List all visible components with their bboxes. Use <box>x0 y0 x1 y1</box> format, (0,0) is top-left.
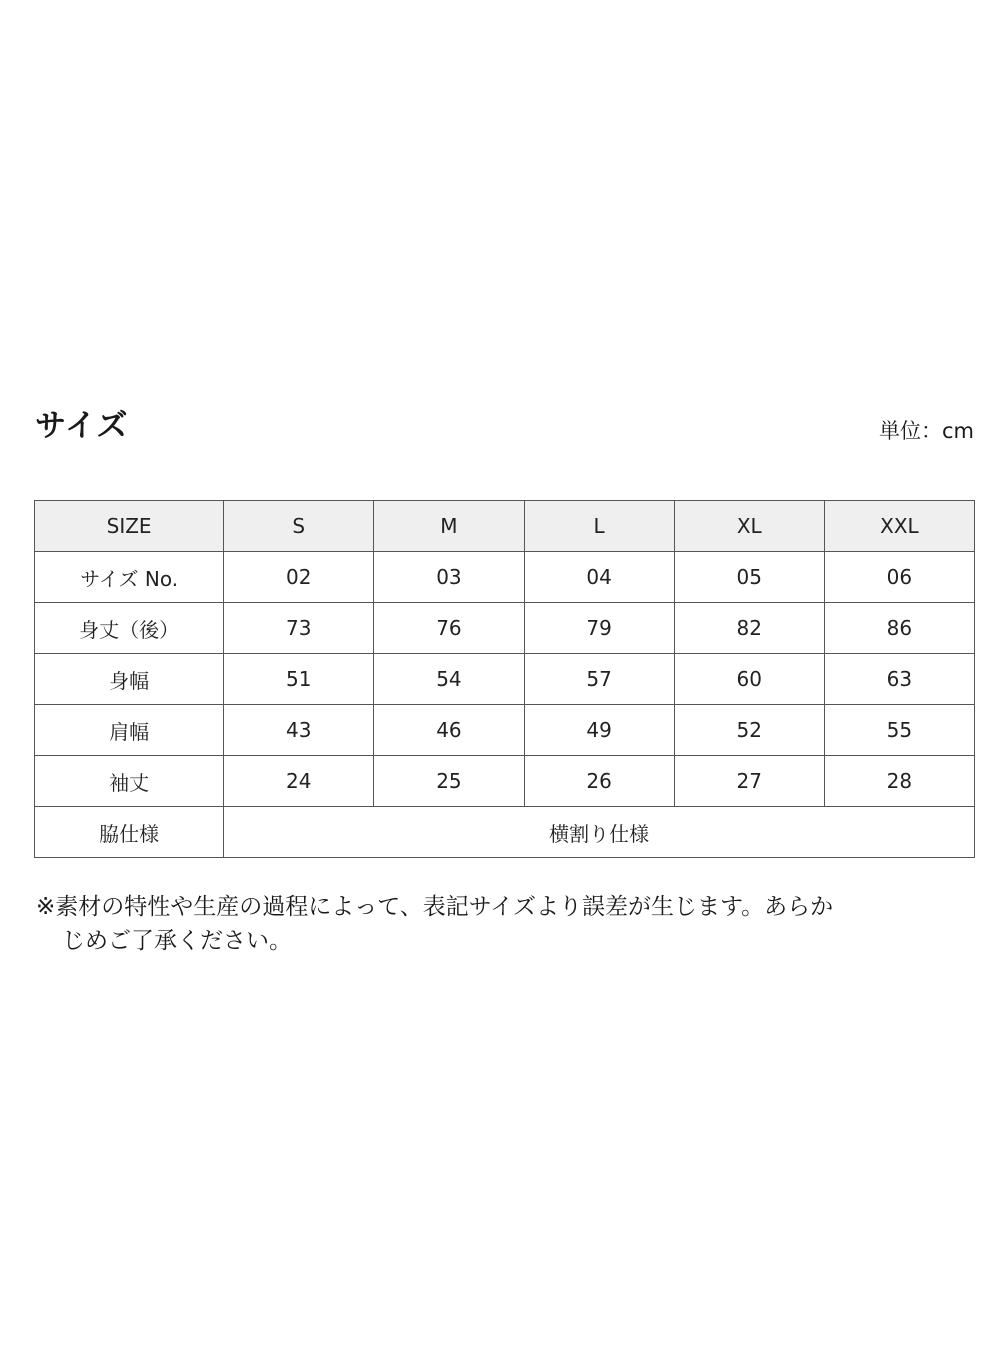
table-cell: 76 <box>374 603 524 654</box>
unit-label: 単位：cm <box>878 419 974 443</box>
header-cell: SIZE <box>35 501 224 552</box>
table-cell: 60 <box>674 654 824 705</box>
table-cell: 63 <box>824 654 974 705</box>
table-row <box>35 654 975 705</box>
table-row <box>35 603 975 654</box>
side-seam-value: 横割り仕様 <box>224 807 975 858</box>
header-cell: XXL <box>824 501 974 552</box>
table-cell: 02 <box>224 552 374 603</box>
note-line-2: じめご了承ください。 <box>62 928 292 954</box>
table-cell: 57 <box>524 654 674 705</box>
row-label: 肩幅 <box>35 705 224 756</box>
row-label: サイズ No. <box>35 552 224 603</box>
table-header-row <box>35 501 975 552</box>
table-cell: 55 <box>824 705 974 756</box>
table-cell: 28 <box>824 756 974 807</box>
table-cell: 86 <box>824 603 974 654</box>
table-cell: 43 <box>224 705 374 756</box>
table-cell: 49 <box>524 705 674 756</box>
table-cell: 05 <box>674 552 824 603</box>
table-cell: 82 <box>674 603 824 654</box>
row-label: 身幅 <box>35 654 224 705</box>
table-cell: 24 <box>224 756 374 807</box>
size-chart-table <box>34 500 975 858</box>
table-row <box>35 705 975 756</box>
page-title: サイズ <box>35 408 129 444</box>
table-cell: 27 <box>674 756 824 807</box>
table-cell: 06 <box>824 552 974 603</box>
row-label: 身丈（後） <box>35 603 224 654</box>
table-cell: 46 <box>374 705 524 756</box>
table-cell: 79 <box>524 603 674 654</box>
header-cell: S <box>224 501 374 552</box>
row-label: 袖丈 <box>35 756 224 807</box>
header-cell: L <box>524 501 674 552</box>
table-cell: 04 <box>524 552 674 603</box>
header-cell: M <box>374 501 524 552</box>
note-line-1: ※素材の特性や生産の過程によって、表記サイズより誤差が生じます。あらか <box>36 894 834 920</box>
table-row <box>35 756 975 807</box>
table-cell: 26 <box>524 756 674 807</box>
table-row-side-seam <box>35 807 975 858</box>
header-cell: XL <box>674 501 824 552</box>
table-cell: 03 <box>374 552 524 603</box>
row-label: 脇仕様 <box>35 807 224 858</box>
table-cell: 51 <box>224 654 374 705</box>
table-row <box>35 552 975 603</box>
table-cell: 25 <box>374 756 524 807</box>
table-cell: 73 <box>224 603 374 654</box>
size-disclaimer-note <box>36 890 976 958</box>
table-cell: 54 <box>374 654 524 705</box>
table-cell: 52 <box>674 705 824 756</box>
